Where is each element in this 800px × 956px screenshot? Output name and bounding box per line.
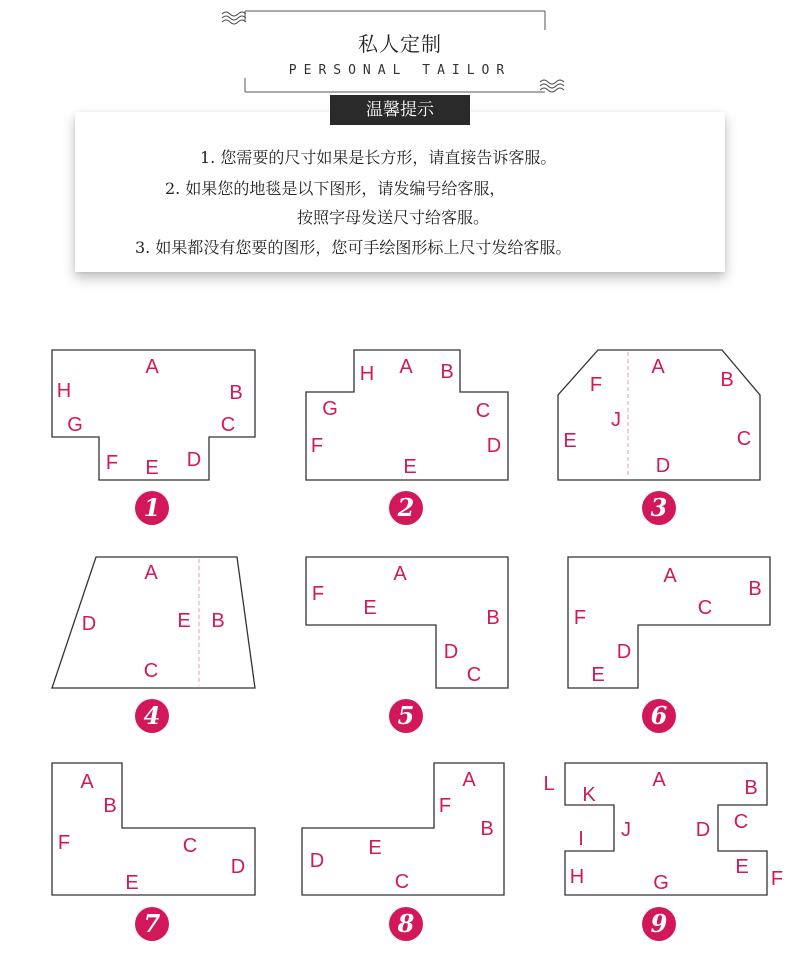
shape-label: F bbox=[311, 583, 325, 605]
shape-number: 4 bbox=[143, 701, 161, 730]
shape-5 bbox=[306, 557, 508, 733]
shape-label: C bbox=[475, 400, 491, 422]
shape-label: B bbox=[211, 610, 225, 632]
shape-label: B bbox=[440, 361, 454, 383]
shape-label: C bbox=[697, 597, 713, 619]
shape-label: C bbox=[466, 664, 482, 686]
shape-label: C bbox=[733, 811, 749, 833]
shape-label: F bbox=[589, 374, 603, 396]
shape-label: F bbox=[770, 868, 784, 890]
shape-label: B bbox=[480, 818, 494, 840]
shape-label: C bbox=[220, 414, 236, 436]
shape-label: F bbox=[57, 832, 71, 854]
shape-6 bbox=[568, 557, 770, 733]
shape-label: C bbox=[736, 428, 752, 450]
shape-label: A bbox=[663, 565, 677, 587]
shape-label: A bbox=[651, 356, 665, 378]
shape-label: J bbox=[621, 819, 631, 841]
shape-label: A bbox=[462, 769, 476, 791]
shape-9 bbox=[543, 763, 783, 941]
shape-3 bbox=[558, 350, 760, 525]
shape-label: E bbox=[125, 872, 139, 894]
shape-number: 5 bbox=[397, 701, 415, 730]
shape-number: 6 bbox=[650, 701, 668, 730]
notice-line-2: 2. 如果您的地毯是以下图形，请发编号给客服， bbox=[165, 179, 506, 198]
shape-label: H bbox=[359, 363, 375, 385]
shape-label: F bbox=[573, 607, 587, 629]
shape-4 bbox=[52, 557, 255, 733]
shape-number-badge bbox=[642, 491, 676, 525]
shape-label: E bbox=[363, 597, 377, 619]
shape-label: A bbox=[144, 562, 158, 584]
shape-label: K bbox=[582, 784, 596, 806]
shape-number-badge bbox=[389, 491, 423, 525]
shape-label: D bbox=[695, 819, 711, 841]
shape-label: J bbox=[611, 409, 621, 431]
shape-label: A bbox=[652, 769, 666, 791]
shape-label: B bbox=[748, 578, 762, 600]
shape-label: D bbox=[309, 850, 325, 872]
shape-number-badge bbox=[642, 907, 676, 941]
shape-label: D bbox=[230, 856, 246, 878]
wave-icon-left bbox=[222, 12, 246, 24]
shape-label: G bbox=[322, 398, 338, 420]
shape-label: H bbox=[56, 380, 72, 402]
shape-number-badge bbox=[642, 699, 676, 733]
shape-label: B bbox=[103, 795, 117, 817]
shape-label: E bbox=[403, 456, 417, 478]
shape-label: A bbox=[393, 563, 407, 585]
wave-icon-right bbox=[540, 80, 564, 92]
shape-number-badge bbox=[389, 699, 423, 733]
shape-label: C bbox=[182, 835, 198, 857]
shape-label: D bbox=[81, 613, 97, 635]
shape-label: B bbox=[720, 369, 734, 391]
shape-number: 1 bbox=[143, 493, 161, 522]
notice-line-4: 3. 如果都没有您要的图形，您可手绘图形标上尺寸发给客服。 bbox=[135, 238, 572, 257]
shape-8 bbox=[302, 763, 504, 941]
shape-number: 2 bbox=[397, 493, 415, 522]
shape-label: E bbox=[145, 457, 159, 479]
shape-2 bbox=[306, 350, 508, 525]
shape-label: F bbox=[105, 452, 119, 474]
shape-label: A bbox=[80, 771, 94, 793]
shape-label: E bbox=[368, 837, 382, 859]
shape-label: B bbox=[229, 382, 243, 404]
shape-label: D bbox=[655, 455, 671, 477]
shape-label: C bbox=[143, 660, 159, 682]
shape-label: D bbox=[616, 641, 632, 663]
shape-label: G bbox=[653, 872, 669, 894]
shape-label: F bbox=[310, 435, 324, 457]
shape-1 bbox=[52, 350, 255, 525]
shape-label: D bbox=[186, 449, 202, 471]
shape-7 bbox=[52, 763, 255, 941]
shape-number: 9 bbox=[650, 909, 668, 938]
shape-label: L bbox=[543, 773, 555, 795]
shape-number: 3 bbox=[650, 493, 668, 522]
shape-label: D bbox=[486, 435, 502, 457]
notice-card bbox=[75, 112, 725, 272]
notice-line-3: 按照字母发送尺寸给客服。 bbox=[297, 208, 490, 227]
shape-label: A bbox=[145, 356, 159, 378]
shape-number: 8 bbox=[397, 909, 415, 938]
shape-number-badge bbox=[389, 907, 423, 941]
shapes-grid bbox=[0, 330, 800, 956]
shape-label: H bbox=[569, 866, 585, 888]
shape-label: I bbox=[578, 828, 584, 850]
page-title: 私人定制 bbox=[358, 32, 442, 56]
shape-label: D bbox=[443, 641, 459, 663]
shape-number: 7 bbox=[143, 909, 161, 938]
shape-number-badge bbox=[135, 699, 169, 733]
notice-line-1: 1. 您需要的尺寸如果是长方形，请直接告诉客服。 bbox=[200, 148, 557, 167]
shape-label: E bbox=[177, 610, 191, 632]
page-subtitle: PERSONAL TAILOR bbox=[288, 63, 512, 78]
shape-label: E bbox=[735, 856, 749, 878]
shape-label: E bbox=[563, 430, 577, 452]
shape-label: E bbox=[591, 664, 605, 686]
shape-label: C bbox=[394, 871, 410, 893]
shape-label: G bbox=[67, 414, 83, 436]
shape-number-badge bbox=[135, 907, 169, 941]
shape-number-badge bbox=[135, 491, 169, 525]
tips-badge: 温馨提示 bbox=[330, 95, 470, 125]
shape-label: B bbox=[744, 777, 758, 799]
shape-label: B bbox=[486, 607, 500, 629]
shape-label: A bbox=[399, 356, 413, 378]
shape-label: F bbox=[438, 795, 452, 817]
